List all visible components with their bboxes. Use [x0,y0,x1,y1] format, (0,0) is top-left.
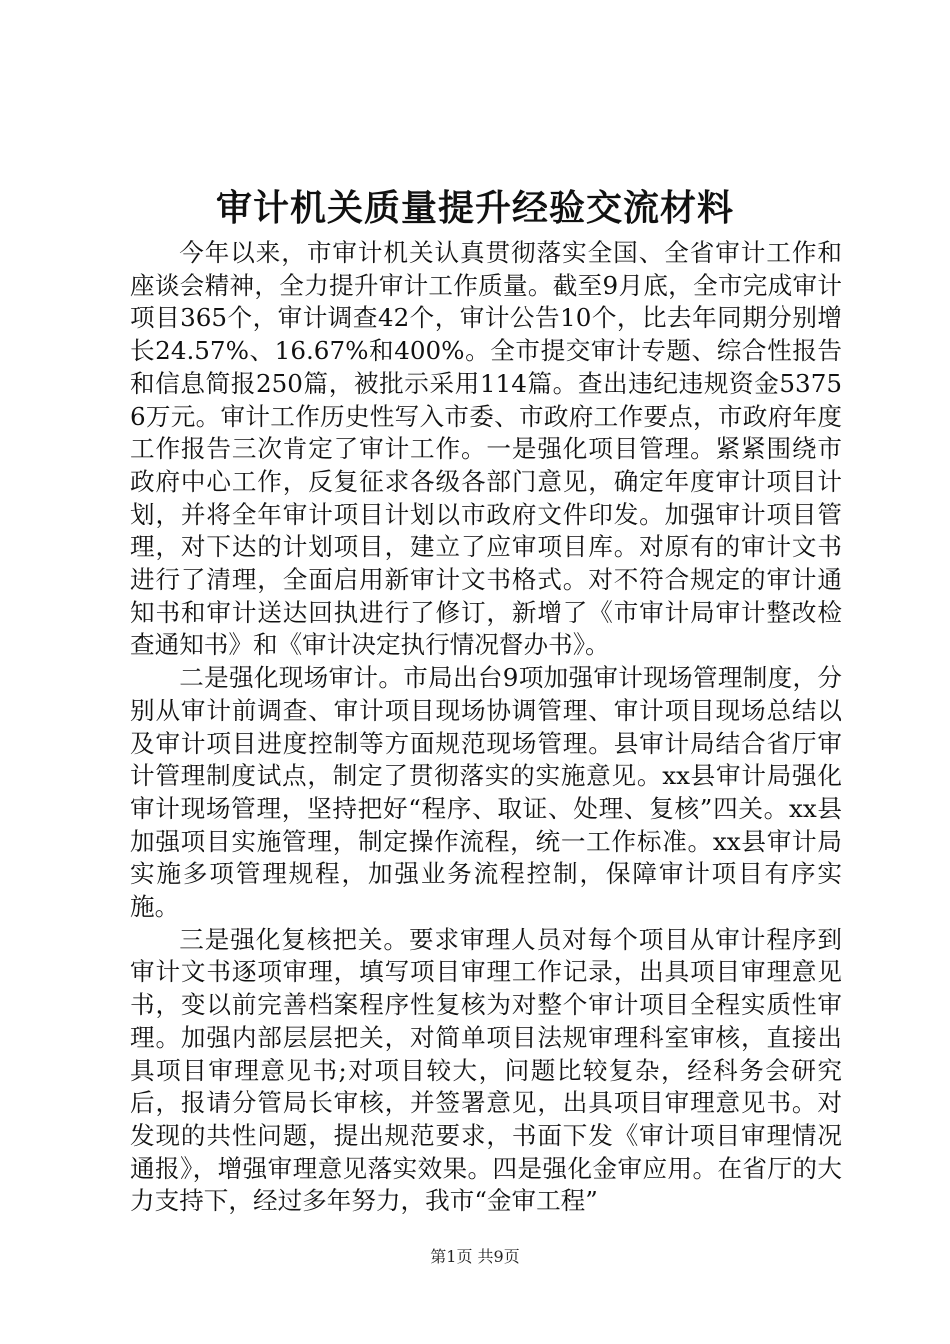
document-body [130,237,842,1218]
paragraph-1: 今年以来，市审计机关认真贯彻落实全国、全省审计工作和座谈会精神，全力提升审计工作质量。截至9月底，全市完成审计项目365个，审计调查42个，审计公告10个，比去年同期分别增长24.57%、16.67%和400%。全市提交审计专题、综合性报告和信息简报250篇，被批示采用114篇。查出违纪违规资金53756万元。审计工作历史性写入市委、市政府工作要点，市政府年度工作报告三次肯定了审计工作。一是强化项目管理。紧紧围绕市政府中心工作，反复征求各级各部门意见，确定年度审计项目计划，并将全年审计项目计划以市政府文件印发。加强审计项目管理，对下达的计划项目，建立了应审项目库。对原有的审计文书进行了清理，全面启用新审计文书格式。对不符合规定的审计通知书和审计送达回执进行了修订，新增了《市审计局审计整改检查通知书》和《审计决定执行情况督办书》。 [130,238,842,660]
paragraph-2: 二是强化现场审计。市局出台9项加强审计现场管理制度，分别从审计前调查、审计项目现场协调管理、审计项目现场总结以及审计项目进度控制等方面规范现场管理。县审计局结合省厅审计管理制度试点，制定了贯彻落实的实施意见。xx县审计局强化审计现场管理，坚持把好“程序、取证、处理、复核”四关。xx县加强项目实施管理，制定操作流程，统一工作标准。xx县审计局实施多项管理规程，加强业务流程控制，保障审计项目有序实施。 [130,663,842,922]
paragraph-3: 三是强化复核把关。要求审理人员对每个项目从审计程序到审计文书逐项审理，填写项目审理工作记录，出具项目审理意见书，变以前完善档案程序性复核为对整个审计项目全程实质性审理。加强内部层层把关，对简单项目法规审理科室审核，直接出具项目审理意见书;对项目较大，问题比较复杂，经科务会研究后，报请分管局长审核，并签署意见，出具项目审理意见书。对发现的共性问题，提出规范要求，书面下发《审计项目审理情况通报》，增强审理意见落实效果。四是强化金审应用。在省厅的大力支持下，经过多年努力，我市“金审工程” [130,924,842,1216]
document-title: 审计机关质量提升经验交流材料 [215,187,734,229]
page-footer: 第1页 共9页 [430,1247,520,1266]
